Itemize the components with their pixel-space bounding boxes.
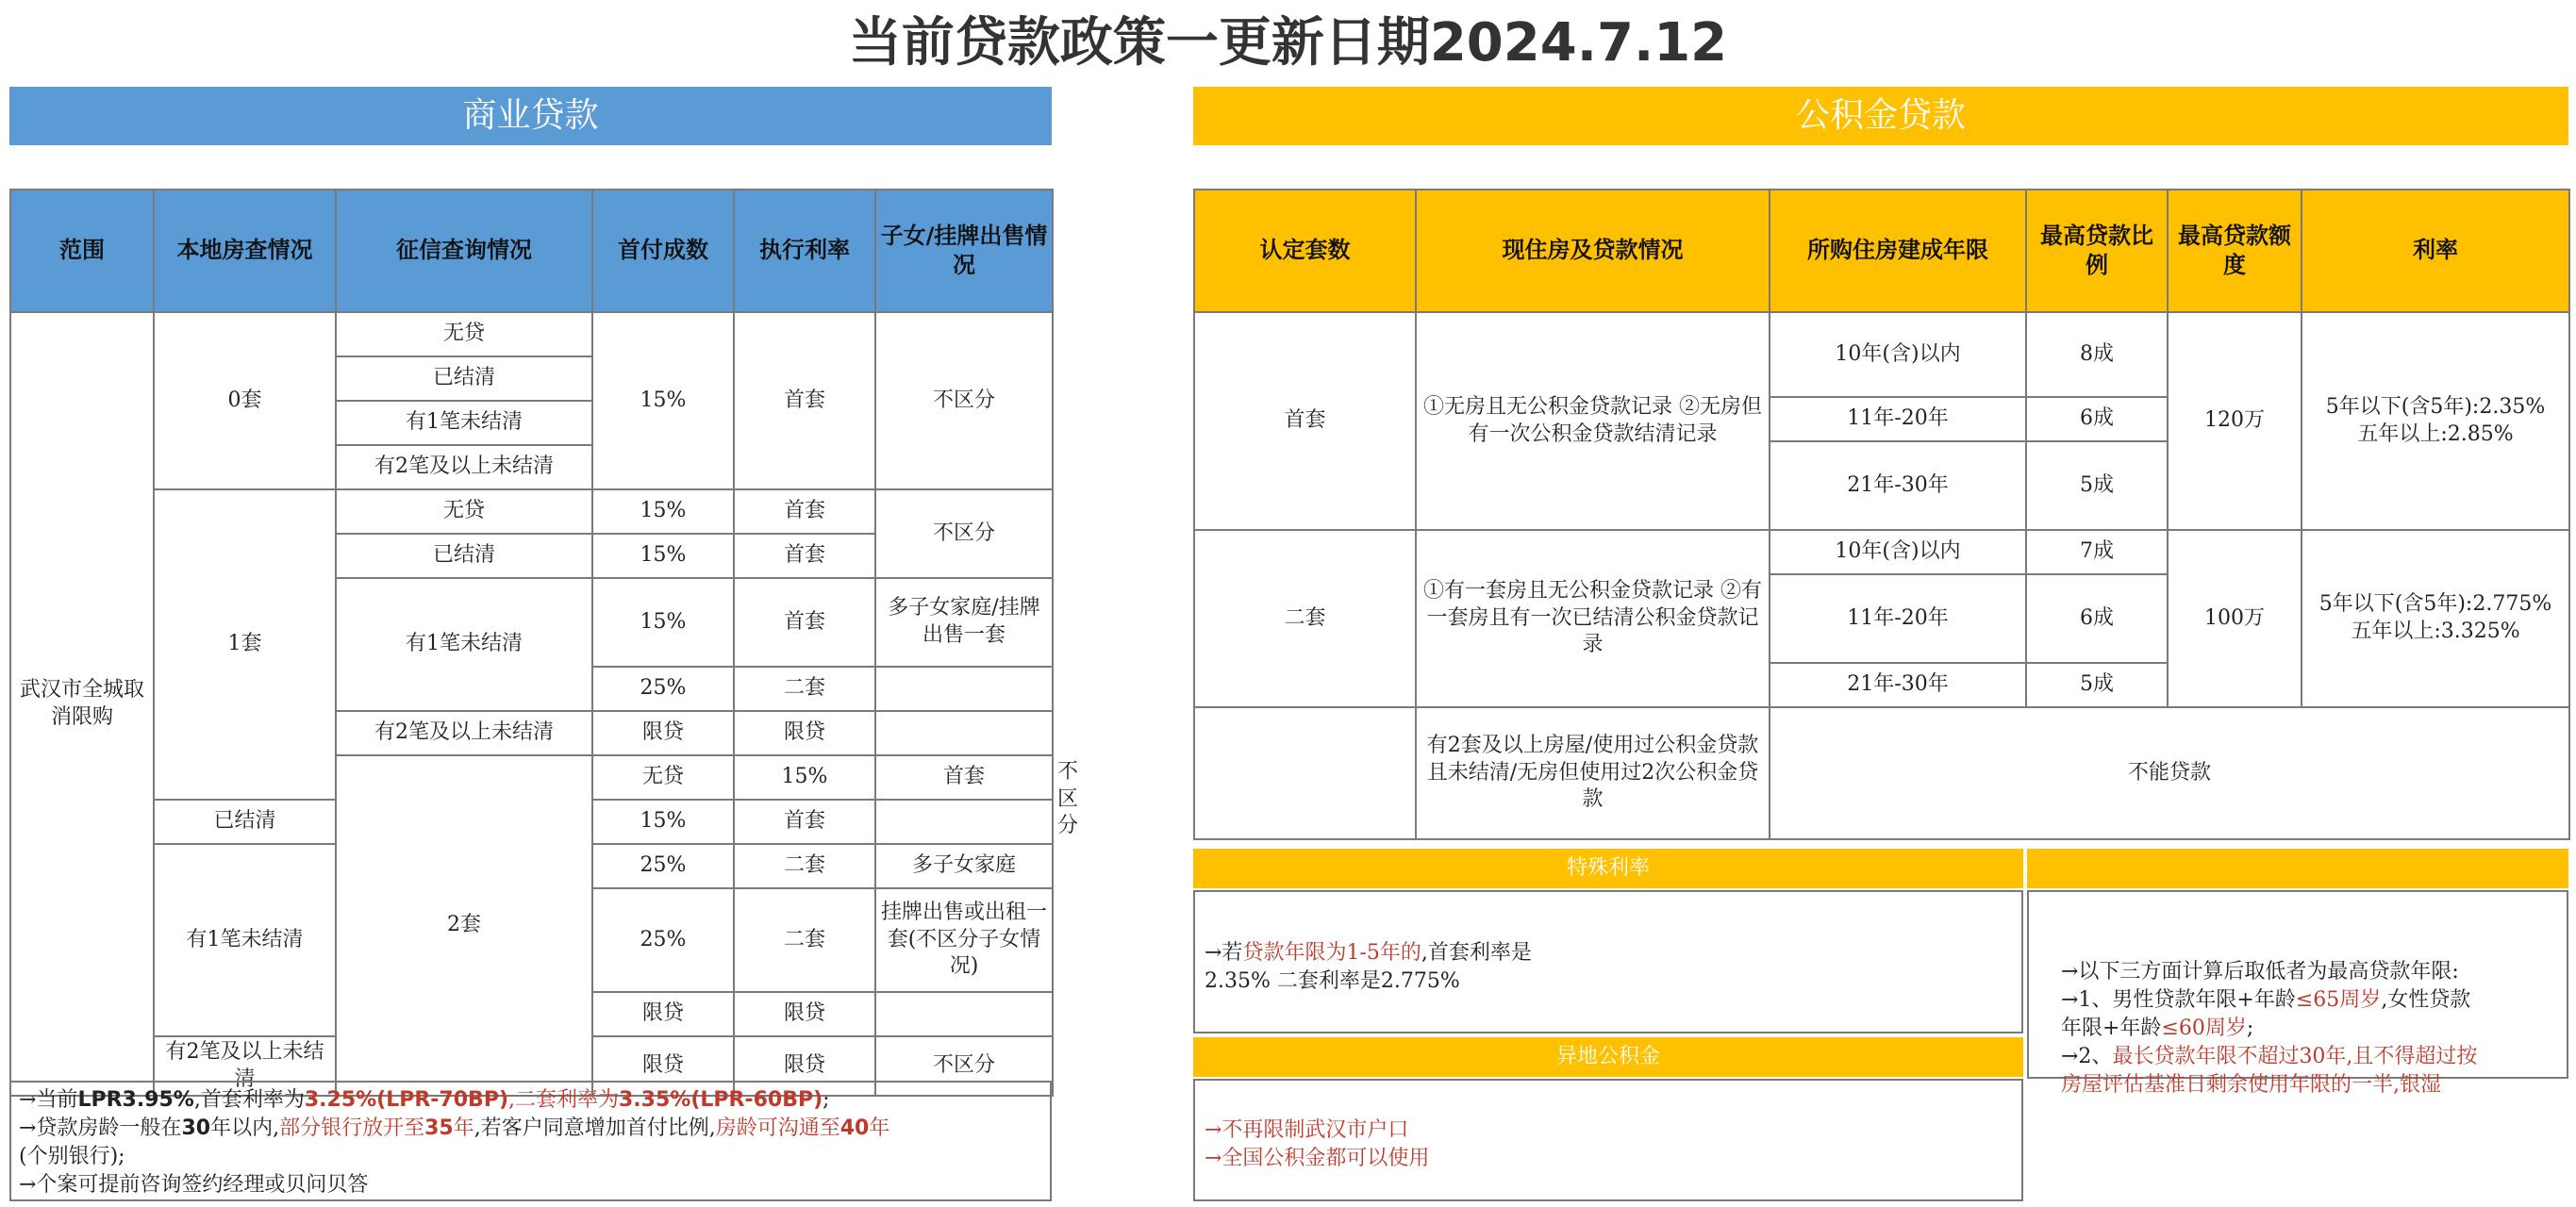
special-rate-box	[1193, 890, 2023, 1033]
ratio-cell: 5成	[2026, 441, 2168, 530]
col-header-down-payment: 首付成数	[592, 190, 734, 312]
credit-cell: 有2笔及以上未结清	[336, 445, 592, 489]
col-header-credit: 征信查询情况	[336, 190, 592, 312]
commercial-notes	[9, 1081, 1052, 1201]
down-payment-cell: 15%	[592, 800, 734, 844]
ratio-cell: 6成	[2026, 574, 2168, 663]
max-line: →2、最长贷款年限不超过30年,且不得超过按	[2061, 1045, 2478, 1068]
col-header-children: 子女/挂牌出售情况	[875, 190, 1053, 312]
note-line: (个别银行);	[19, 1145, 125, 1168]
down-payment-cell: 25%	[592, 667, 734, 711]
credit-cell: 有2笔及以上未结清	[336, 711, 592, 755]
credit-cell: 无贷	[336, 312, 592, 356]
rate-cell: 二套	[734, 844, 875, 888]
col-header-building-age: 所购住房建成年限	[1770, 190, 2026, 312]
children-cell	[875, 667, 1053, 711]
down-payment-cell: 限贷	[592, 992, 734, 1036]
commercial-loan-table: 范围 本地房查情况 征信查询情况 首付成数 执行利率 子女/挂牌出售情况 武汉市全城取消限购 0套 无贷 15% 首套 不区分 已结清 有1笔未结清 有2笔及以上未结清 1套 无贷 15% 首套 不区分 已结清 15% 首套 有1笔未结清 15% 首套 多子女家庭/挂牌出售一套 25% 二套 有2笔及以上未结清 限贷 限贷 2套 无贷 15% 首套 不区分 已结清 15% 首套 有1笔未结清 25% 二套 多子女家庭 25% 二套 挂牌出售或出租一套(不区分子女情况) 限贷 限贷 有2笔及以上未结清 限贷 限贷 不区分	[9, 189, 1054, 1097]
children-cell: 多子女家庭	[875, 844, 1053, 888]
ratio-cell: 5成	[2026, 663, 2168, 707]
house-count-2: 2套	[336, 755, 592, 1096]
credit-cell: 无贷	[592, 755, 734, 800]
special-line: →若贷款年限为1-5年的,首套利率是	[1205, 941, 1532, 965]
remote-fund-header: 异地公积金	[1193, 1037, 2023, 1077]
remote-line: →不再限制武汉市户口	[1205, 1118, 1409, 1142]
house-count-0: 0套	[154, 312, 336, 489]
note-line: →贷款房龄一般在30年以内,部分银行放开至35年,若客户同意增加首付比例,房龄可沟通至40年	[19, 1116, 890, 1140]
fund-first-situation: ①无房且无公积金贷款记录 ②无房但有一次公积金贷款结清记录	[1416, 312, 1770, 530]
scope-cell: 武汉市全城取消限购	[10, 312, 154, 1096]
fund-second-situation: ①有一套房且无公积金贷款记录 ②有一套房且有一次已结清公积金贷款记录	[1416, 530, 1770, 707]
building-age-cell: 10年(含)以内	[1770, 312, 2026, 397]
col-header-scope: 范围	[10, 190, 154, 312]
fund-first-label: 首套	[1194, 312, 1416, 530]
provident-fund-header: 公积金贷款	[1193, 87, 2568, 145]
rate-cell: 首套	[734, 312, 875, 489]
children-cell: 多子女家庭/挂牌出售一套	[875, 578, 1053, 667]
children-cell	[875, 992, 1053, 1036]
commercial-loan-header: 商业贷款	[9, 87, 1052, 145]
fund-third-label	[1194, 707, 1416, 839]
credit-cell: 无贷	[336, 489, 592, 534]
fund-first-rate: 5年以下(含5年):2.35% 五年以上:2.85%	[2302, 312, 2569, 530]
special-line: 2.35% 二套利率是2.775%	[1205, 969, 1460, 993]
building-age-cell: 11年-20年	[1770, 397, 2026, 441]
remote-fund-box	[1193, 1079, 2023, 1201]
fund-second-label: 二套	[1194, 530, 1416, 707]
provident-fund-table	[1193, 189, 2570, 840]
col-header-rate: 执行利率	[734, 190, 875, 312]
credit-cell: 有1笔未结清	[154, 844, 336, 1036]
building-age-cell: 10年(含)以内	[1770, 530, 2026, 574]
down-payment-cell: 15%	[592, 534, 734, 578]
down-payment-cell: 25%	[592, 888, 734, 992]
max-line: →以下三方面计算后取低者为最高贷款年限:	[2061, 960, 2459, 984]
fund-first-amount: 120万	[2168, 312, 2302, 530]
down-payment-cell: 限贷	[592, 1036, 734, 1096]
down-payment-cell: 15%	[734, 755, 875, 800]
page-title: 当前贷款政策一更新日期2024.7.12	[848, 12, 1728, 74]
credit-cell: 有1笔未结清	[336, 578, 592, 711]
ratio-cell: 8成	[2026, 312, 2168, 397]
credit-cell: 已结清	[336, 356, 592, 401]
rate-cell: 二套	[734, 888, 875, 992]
fund-second-rate: 5年以下(含5年):2.775% 五年以上:3.325%	[2302, 530, 2569, 707]
col-header-fund-rate: 利率	[2302, 190, 2569, 312]
credit-cell: 有2笔及以上未结清	[154, 1036, 336, 1096]
children-cell: 不区分	[875, 489, 1053, 578]
rate-cell: 限贷	[734, 992, 875, 1036]
credit-cell: 已结清	[336, 534, 592, 578]
ratio-cell: 6成	[2026, 397, 2168, 441]
remote-line: →全国公积金都可以使用	[1205, 1147, 1430, 1170]
building-age-cell: 21年-30年	[1770, 441, 2026, 530]
fund-third-situation: 有2套及以上房屋/使用过公积金贷款且未结清/无房但使用过2次公积金贷款	[1416, 707, 1770, 839]
note-line: →当前LPR3.95%,首套利率为3.25%(LPR-70BP),二套利率为3.35%(LPR-60BP);	[19, 1088, 830, 1112]
rate-cell: 首套	[875, 755, 1053, 800]
down-payment-cell: 限贷	[592, 711, 734, 755]
children-cell: 不区分	[875, 312, 1053, 489]
down-payment-cell: 15%	[592, 312, 734, 489]
max-line: 房屋评估基准日剩余使用年限的一半,银湿	[2061, 1073, 2441, 1097]
fund-third-result: 不能贷款	[1770, 707, 2569, 839]
children-cell	[875, 711, 1053, 755]
col-header-house-count: 认定套数	[1194, 190, 1416, 312]
max-term-box	[2027, 890, 2568, 1097]
note-line: →个案可提前咨询签约经理或贝问贝答	[19, 1173, 369, 1197]
down-payment-cell: 15%	[592, 489, 734, 534]
rate-cell: 首套	[734, 578, 875, 667]
col-header-local-house: 本地房查情况	[154, 190, 336, 312]
rate-cell: 二套	[734, 667, 875, 711]
max-line: 年限+年龄≤60周岁;	[2061, 1017, 2254, 1040]
credit-cell: 有1笔未结清	[336, 401, 592, 445]
ratio-cell: 7成	[2026, 530, 2168, 574]
children-cell: 不区分	[875, 1036, 1053, 1096]
fund-second-amount: 100万	[2168, 530, 2302, 707]
max-term-header	[2027, 849, 2568, 888]
rate-cell: 首套	[734, 534, 875, 578]
building-age-cell: 21年-30年	[1770, 663, 2026, 707]
down-payment-cell: 25%	[592, 844, 734, 888]
max-line: →1、男性贷款年限+年龄≤65周岁,女性贷款	[2061, 988, 2471, 1012]
credit-cell: 已结清	[154, 800, 336, 844]
building-age-cell: 11年-20年	[1770, 574, 2026, 663]
rate-cell: 首套	[734, 489, 875, 534]
rate-cell: 限贷	[734, 1036, 875, 1096]
rate-cell: 限贷	[734, 711, 875, 755]
rate-cell: 首套	[734, 800, 875, 844]
col-header-max-ratio: 最高贷款比例	[2026, 190, 2168, 312]
house-count-1: 1套	[154, 489, 336, 800]
col-header-max-amount: 最高贷款额度	[2168, 190, 2302, 312]
down-payment-cell: 15%	[592, 578, 734, 667]
special-rate-header: 特殊利率	[1193, 849, 2023, 888]
col-header-situation: 现住房及贷款情况	[1416, 190, 1770, 312]
children-cell: 挂牌出售或出租一套(不区分子女情况)	[875, 888, 1053, 992]
